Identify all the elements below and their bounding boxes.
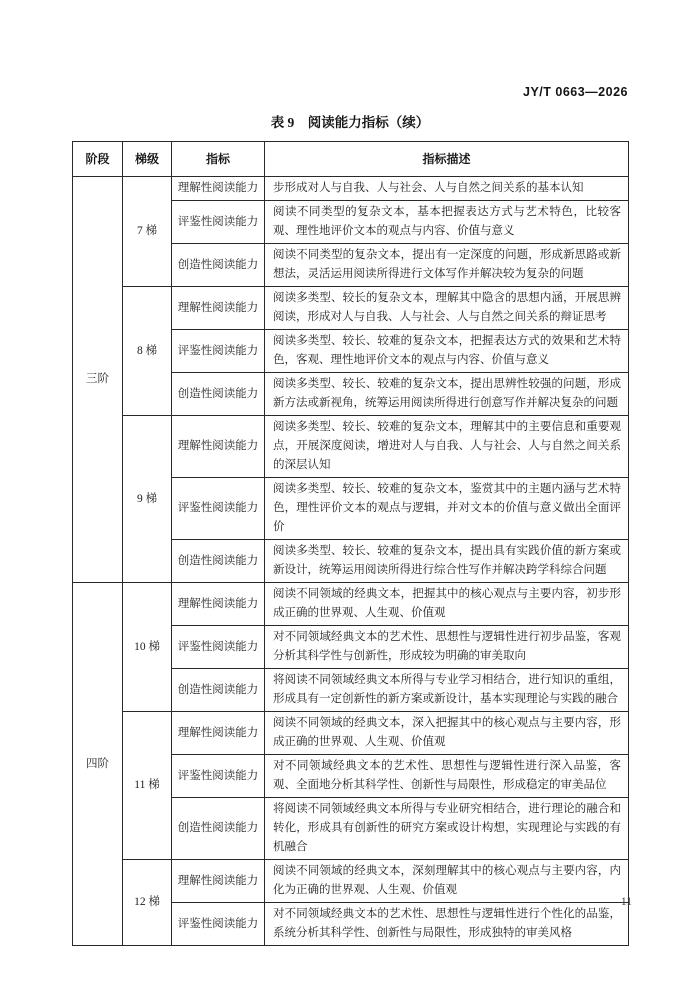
description-cell: 阅读多类型、较长、较难的复杂文本，提出思辨性较强的问题，形成新方法或新视角，统筹运用阅读所得进行创意写作并解决复杂的问题: [265, 373, 629, 416]
description-cell: 阅读多类型、较长、较难的复杂文本，把握表达方式的效果和艺术特色，客观、理性地评价文本的观点与内容、价值与意义: [265, 330, 629, 373]
description-cell: 将阅读不同领域经典文本所得与专业学习相结合，进行知识的重组，形成具有一定创新性的新方案或新设计，基本实现理论与实践的融合: [265, 669, 629, 712]
indicator-cell: 创造性阅读能力: [172, 373, 265, 416]
table-row: [73, 177, 629, 201]
stage-cell: 三阶: [73, 177, 123, 583]
description-cell: 阅读多类型、较长、较难的复杂文本，提出具有实践价值的新方案或新设计，统筹运用阅读所得进行综合性写作并解决跨学科综合问题: [265, 540, 629, 583]
indicator-cell: 评鉴性阅读能力: [172, 755, 265, 798]
table-title: 表 9 阅读能力指标（续）: [270, 115, 430, 130]
table-row: [73, 583, 629, 626]
indicator-cell: 理解性阅读能力: [172, 177, 265, 201]
description-cell: 步形成对人与自我、人与社会、人与自然之间关系的基本认知: [265, 177, 629, 201]
indicator-cell: 评鉴性阅读能力: [172, 903, 265, 946]
description-cell: 对不同领域经典文本的艺术性、思想性与逻辑性进行深入品鉴，客观、全面地分析其科学性、创新性与局限性，形成稳定的审美品位: [265, 755, 629, 798]
column-header-level: 梯级: [123, 142, 172, 177]
doc-number: JY/T 0663—2026: [523, 85, 628, 99]
description-cell: 阅读不同类型的复杂文本，提出有一定深度的问题，形成新思路或新想法，灵活运用阅读所得进行文体写作并解决较为复杂的问题: [265, 244, 629, 287]
table-row: [73, 860, 629, 903]
indicator-cell: 创造性阅读能力: [172, 244, 265, 287]
indicator-cell: 创造性阅读能力: [172, 540, 265, 583]
description-cell: 将阅读不同领域经典文本所得与专业研究相结合，进行理论的融合和转化，形成具有创新性的研究方案或设计构想，实现理论与实践的有机融合: [265, 798, 629, 860]
column-header-stage: 阶段: [73, 142, 123, 177]
description-cell: 对不同领域经典文本的艺术性、思想性与逻辑性进行初步品鉴，客观分析其科学性与创新性，形成较为明确的审美取向: [265, 626, 629, 669]
level-cell: 10 梯: [123, 583, 172, 712]
level-cell: 11 梯: [123, 712, 172, 860]
table-row: [73, 712, 629, 755]
level-cell: 12 梯: [123, 860, 172, 946]
stage-cell: 四阶: [73, 583, 123, 946]
indicator-cell: 创造性阅读能力: [172, 669, 265, 712]
description-cell: 阅读不同领域的经典文本，深刻理解其中的核心观点与主要内容，内化为正确的世界观、人生观、价值观: [265, 860, 629, 903]
indicator-cell: 理解性阅读能力: [172, 416, 265, 478]
description-cell: 阅读多类型、较长、较难的复杂文本，理解其中的主要信息和重要观点，开展深度阅读，增进对人与自我、人与社会、人与自然之间关系的深层认知: [265, 416, 629, 478]
level-cell: 8 梯: [123, 287, 172, 416]
page-number: 11: [620, 896, 632, 908]
indicator-cell: 评鉴性阅读能力: [172, 478, 265, 540]
indicator-cell: 评鉴性阅读能力: [172, 201, 265, 244]
description-cell: 对不同领域经典文本的艺术性、思想性与逻辑性进行个性化的品鉴，系统分析其科学性、创新性与局限性，形成独特的审美风格: [265, 903, 629, 946]
table-row: [73, 287, 629, 330]
table-row: [73, 416, 629, 478]
description-cell: 阅读不同类型的复杂文本，基本把握表达方式与艺术特色，比较客观、理性地评价文本的观点与内容、价值与意义: [265, 201, 629, 244]
description-cell: 阅读不同领域的经典文本，把握其中的核心观点与主要内容，初步形成正确的世界观、人生观、价值观: [265, 583, 629, 626]
indicator-cell: 评鉴性阅读能力: [172, 626, 265, 669]
indicator-cell: 理解性阅读能力: [172, 860, 265, 903]
level-cell: 9 梯: [123, 416, 172, 583]
level-cell: 7 梯: [123, 177, 172, 287]
indicator-cell: 创造性阅读能力: [172, 798, 265, 860]
indicator-cell: 理解性阅读能力: [172, 287, 265, 330]
indicator-cell: 理解性阅读能力: [172, 583, 265, 626]
description-cell: 阅读多类型、较长、较难的复杂文本，鉴赏其中的主题内涵与艺术特色，理性评价文本的观点与逻辑，并对文本的价值与意义做出全面评价: [265, 478, 629, 540]
header-row: [73, 142, 629, 177]
column-header-indicator: 指标: [172, 142, 265, 177]
column-header-description: 指标描述: [265, 142, 629, 177]
reading-ability-table: [72, 141, 629, 946]
indicator-cell: 理解性阅读能力: [172, 712, 265, 755]
description-cell: 阅读多类型、较长的复杂文本，理解其中隐含的思想内涵，开展思辨阅读，形成对人与自我、人与社会、人与自然之间关系的辩证思考: [265, 287, 629, 330]
description-cell: 阅读不同领域的经典文本，深入把握其中的核心观点与主要内容，形成正确的世界观、人生观、价值观: [265, 712, 629, 755]
indicator-cell: 评鉴性阅读能力: [172, 330, 265, 373]
